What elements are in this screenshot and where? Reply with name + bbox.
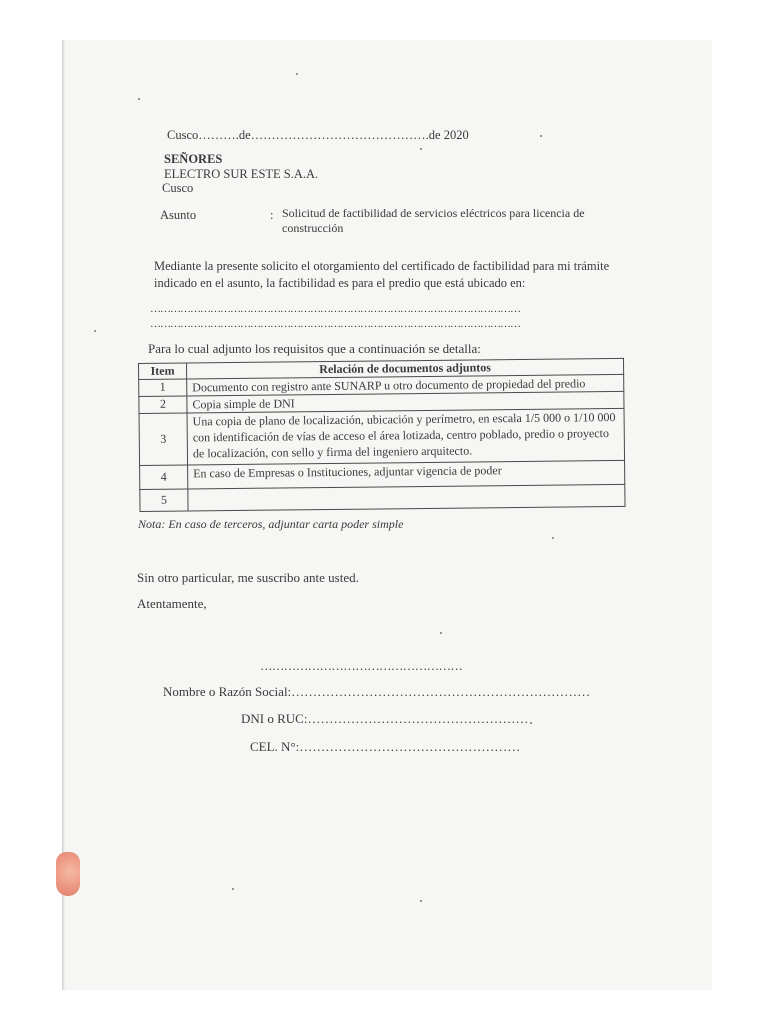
name-field: Nombre o Razón Social:…………………………………………………………… [163, 684, 591, 699]
scan-speck [420, 148, 422, 150]
row-text [188, 484, 625, 511]
row-item-number: 1 [139, 379, 187, 397]
note: Nota: En caso de terceros, adjuntar carta poder simple [138, 517, 404, 531]
dni-field: DNI o RUC:…………………………………………… [241, 711, 529, 726]
scan-speck [420, 900, 422, 902]
paper-sheet [62, 40, 712, 990]
address-line1: ………………………………………………………………………………………………… [150, 303, 520, 315]
scan-speck [94, 330, 96, 332]
closing: Sin otro particular, me suscribo ante usted. [137, 570, 359, 585]
scan-speck [232, 888, 234, 890]
scan-speck [540, 135, 542, 137]
date-line: Cusco……….de…………………………………….de 2020 [167, 128, 469, 142]
subject-colon: : [270, 208, 274, 222]
requirements-table [138, 358, 626, 512]
phone-field: CEL. N°:…………………………………………… [250, 739, 521, 754]
subject-text-line2: construcción [282, 221, 344, 235]
row-item-number: 4 [140, 465, 188, 490]
table-row [139, 408, 625, 465]
recipient-title: SEÑORES [164, 152, 223, 166]
thumb-photo-artifact [56, 852, 80, 896]
recipient-city: Cusco [162, 181, 194, 195]
row-item-number: 2 [139, 396, 187, 414]
address-line2: ………………………………………………………………………………………………… [150, 318, 520, 330]
paper-edge [62, 40, 65, 990]
row-text: Documento con registro ante SUNARP u otro documento de propiedad del predio [187, 374, 624, 396]
row-item-number: 3 [139, 413, 188, 465]
intro-line1: Mediante la presente solicito el otorgamiento del certificado de factibilidad para mi trámite [154, 259, 610, 273]
signature-line: …………………………………………… [260, 659, 463, 673]
header-item: Item [139, 363, 187, 380]
subject-label: Asunto [160, 208, 197, 222]
table-row [140, 484, 625, 511]
recipient-company: ELECTRO SUR ESTE S.A.A. [164, 167, 319, 181]
row-item-number: 5 [140, 489, 188, 512]
scan-speck [530, 722, 532, 724]
scan-speck [138, 98, 140, 100]
subject-text-line1: Solicitud de factibilidad de servicios eléctricos para licencia de [282, 206, 585, 220]
scan-speck [296, 73, 298, 75]
row-text: Una copia de plano de localización, ubicación y perímetro, en escala 1/5 000 o 1/10 000 con identificación de vías de acceso el área lotizada, centro poblado, predio o proyecto de localización, con sello y firma del ingeniero arquitecto. [187, 408, 625, 465]
scan-speck [440, 632, 442, 634]
salutation: Atentamente, [137, 596, 207, 611]
header-relation: Relación de documentos adjuntos [187, 358, 624, 379]
scan-speck [552, 537, 554, 539]
requirements-intro: Para lo cual adjunto los requisitos que a continuación se detalla: [148, 341, 481, 356]
intro-line2: indicado en el asunto, la factibilidad es para el predio que está ubicado en: [154, 276, 526, 290]
row-text: Copia simple de DNI [187, 391, 624, 413]
row-text: En caso de Empresas o Instituciones, adjuntar vigencia de poder [188, 460, 625, 489]
